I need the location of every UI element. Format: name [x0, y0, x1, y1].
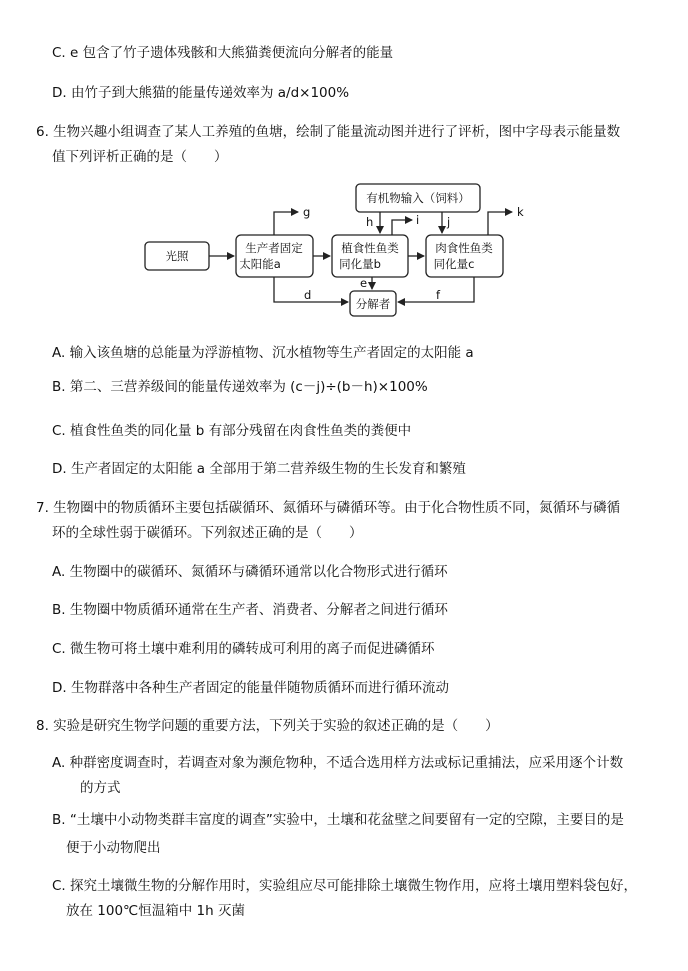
q7-option-c: C. 微生物可将土壤中难利用的磷转成可利用的离子而促进磷循环: [52, 641, 435, 657]
q8-option-a-line2: 的方式: [80, 780, 121, 796]
decomposer-label: 分解者: [355, 297, 391, 311]
carnivore-label-1: 肉食性鱼类: [435, 241, 493, 255]
q8-option-c-line2: 放在 100℃恒温箱中 1h 灭菌: [66, 903, 245, 919]
q8-option-c-line1: C. 探究土壤微生物的分解作用时，实验组应尽可能排除土壤微生物作用，应将土壤用塑料袋包好，: [52, 878, 638, 894]
q7-stem-line2: 环的全球性弱于碳循环。下列叙述正确的是（ ）: [52, 525, 363, 541]
q7-stem-line1: 7. 生物圈中的物质循环主要包括碳循环、氮循环与磷循环等。由于化合物性质不同，氮循环与磷循: [36, 500, 621, 516]
herbivore-label-2: 同化量b: [339, 257, 381, 271]
q7-option-b: B. 生物圈中物质循环通常在生产者、消费者、分解者之间进行循环: [52, 602, 448, 618]
q5-option-c: C. e 包含了竹子遗体残骸和大熊猫粪便流向分解者的能量: [52, 45, 394, 61]
q7-option-d: D. 生物群落中各种生产者固定的能量伴随物质循环而进行循环流动: [52, 680, 449, 696]
herbivore-label-1: 植食性鱼类: [341, 241, 399, 255]
label-f: f: [436, 288, 441, 302]
q5-option-d: D. 由竹子到大熊猫的能量传递效率为 a/d×100%: [52, 85, 350, 101]
label-e: e: [360, 276, 368, 290]
q8-stem: 8. 实验是研究生物学问题的重要方法，下列关于实验的叙述正确的是（ ）: [36, 718, 499, 734]
label-h: h: [366, 215, 374, 229]
q8-option-b-line1: B. “土壤中小动物类群丰富度的调查”实验中，土壤和花盆壁之间要留有一定的空隙，主要目的是: [52, 812, 624, 828]
q6-stem-line1: 6. 生物兴趣小组调查了某人工养殖的鱼塘，绘制了能量流动图并进行了评析，图中字母表示能量数: [36, 124, 621, 140]
carnivore-label-2: 同化量c: [433, 257, 475, 271]
q6-option-d: D. 生产者固定的太阳能 a 全部用于第二营养级生物的生长发育和繁殖: [52, 461, 466, 477]
label-g: g: [303, 205, 311, 219]
q6-stem-line2: 值下列评析正确的是（ ）: [52, 149, 228, 165]
q6-option-b: B. 第二、三营养级间的能量传递效率为 (c－j)÷(b－h)×100%: [52, 379, 428, 395]
organic-input-label: 有机物输入（饲料）: [366, 191, 470, 205]
q6-option-a: A. 输入该鱼塘的总能量为浮游植物、沉水植物等生产者固定的太阳能 a: [52, 345, 474, 361]
label-d: d: [304, 288, 312, 302]
energy-flow-diagram: [0, 0, 688, 330]
q7-option-a: A. 生物圈中的碳循环、氮循环与磷循环通常以化合物形式进行循环: [52, 564, 448, 580]
label-i: i: [416, 213, 420, 227]
light-label: 光照: [165, 249, 189, 263]
q8-option-b-line2: 便于小动物爬出: [66, 840, 161, 856]
producer-label-1: 生产者固定: [245, 241, 303, 255]
label-j: j: [447, 215, 451, 229]
q6-option-c: C. 植食性鱼类的同化量 b 有部分残留在肉食性鱼类的粪便中: [52, 423, 412, 439]
q8-option-a-line1: A. 种群密度调查时，若调查对象为濒危物种，不适合选用样方法或标记重捕法，应采用逐个计数: [52, 755, 624, 771]
producer-label-2: 太阳能a: [239, 257, 281, 271]
label-k: k: [517, 205, 524, 219]
